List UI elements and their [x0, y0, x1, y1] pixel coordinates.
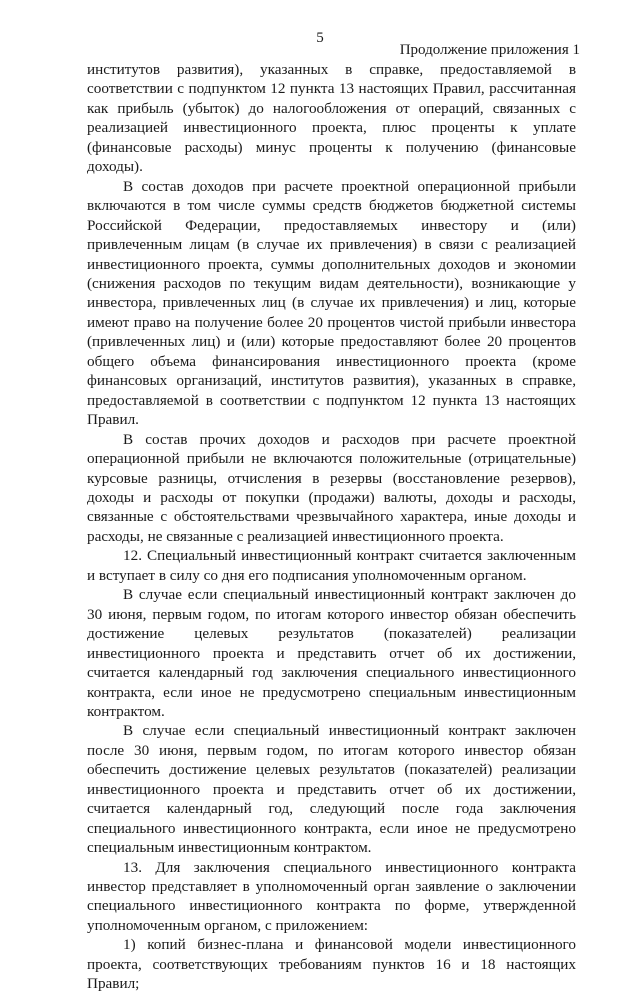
page-number: 5 [316, 30, 324, 46]
paragraph-continuation: институтов развития), указанных в справке, предоставляемой в соответствии с подпунктом 12 пункта 13 настоящих Правил, рассчитанная как прибыль (убыток) до налогообложения от операций, связанных с реализацией инвестиционного проекта, плюс проценты к уплате (финансовые расходы) минус проценты к получению (финансовые доходы). [87, 61, 576, 176]
paragraph-clause-12: 12. Специальный инвестиционный контракт считается заключенным и вступает в силу со дня его подписания уполномоченным органом. [87, 547, 576, 584]
paragraph-item-1: 1) копий бизнес-плана и финансовой модели инвестиционного проекта, соответствующих требованиям пунктов 16 и 18 настоящих Правил; [87, 936, 576, 993]
document-body [87, 60, 576, 994]
paragraph-after-june-30: В случае если специальный инвестиционный контракт заключен после 30 июня, первым годом, по итогам которого инвестор обязан обеспечить достижение целевых результатов (показателей) реализации инвестиционного проекта и представить отчет об их достижении, считается календарный год, следующий после года заключения специального инвестиционного контракта, если иное не предусмотрено специальным инвестиционным контрактом. [87, 722, 576, 857]
appendix-continuation-note: Продолжение приложения 1 [399, 42, 580, 58]
paragraph-other-income-expenses: В состав прочих доходов и расходов при расчете проектной операционной прибыли не включаются положительные (отрицательные) курсовые разницы, отчисления в резервы (восстановление резервов), доходы и расходы от покупки (продажи) валюты, доходы и расходы, связанные с обстоятельствами чрезвычайного характера, иные доходы и расходы, не связанные с реализацией инвестиционного проекта. [87, 430, 576, 545]
paragraph-before-june-30: В случае если специальный инвестиционный контракт заключен до 30 июня, первым годом, по итогам которого инвестор обязан обеспечить достижение целевых результатов (показателей) реализации инвестиционного проекта и представить отчет об их достижении, считается календарный год заключения специального инвестиционного контракта, если иное не предусмотрено специальным инвестиционным контрактом. [87, 586, 576, 720]
paragraph-income-composition: В состав доходов при расчете проектной операционной прибыли включаются в том числе суммы средств бюджетов бюджетной системы Российской Федерации, предоставляемых инвестору и (или) привлеченным лицам (в случае их привлечения) в связи с реализацией инвестиционного проекта, суммы дополнительных доходов и экономии (снижения расходов по текущим видам деятельности), возникающие у инвестора, привлеченных лиц (в случае их привлечения) и лиц, которые имеют право на получение более 20 процентов чистой прибыли инвестора (привлеченных лиц) и (или) которые предоставляют более 20 процентов общего объема финансирования инвестиционного проекта (кроме финансовых организаций, институтов развития), указанных в справке, предоставляемой в соответствии с подпунктом 12 пункта 13 настоящих Правил. [87, 177, 576, 429]
paragraph-clause-13: 13. Для заключения специального инвестиционного контракта инвестор представляет в уполномоченный орган заявление о заключении специального инвестиционного контракта по форме, утвержденной уполномоченным органом, с приложением: [87, 858, 576, 934]
